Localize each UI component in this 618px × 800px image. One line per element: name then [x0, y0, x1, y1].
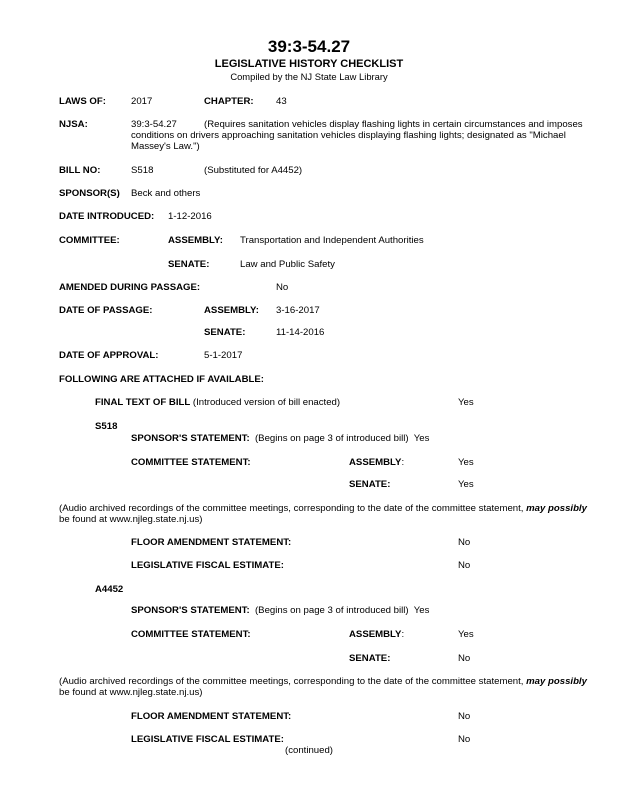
chapter-value: 43	[276, 96, 287, 107]
njsa-label: NJSA:	[59, 119, 88, 130]
date-introduced-value: 1-12-2016	[168, 211, 212, 222]
audio-note-emphasis: may possibly	[526, 503, 587, 514]
a4452-fiscal-value: No	[458, 734, 471, 745]
njsa-description-line3: Massey's Law.")	[131, 141, 200, 152]
s518-assembly-label-wrap	[349, 457, 404, 468]
date-of-passage-label: DATE OF PASSAGE:	[59, 305, 153, 316]
passage-senate-label: SENATE:	[204, 327, 246, 338]
final-text-note: (Introduced version of bill enacted)	[190, 397, 341, 408]
a4452-sponsor-label: SPONSOR'S STATEMENT:	[131, 605, 250, 616]
a4452-committee-label: COMMITTEE STATEMENT:	[131, 629, 251, 640]
date-of-approval-label: DATE OF APPROVAL:	[59, 350, 159, 361]
njsa-description-line2: conditions on drivers approaching sanitation vehicles displaying flashing lights; designated as "Michael	[131, 130, 566, 141]
a4452-floor-label: FLOOR AMENDMENT STATEMENT:	[131, 711, 292, 722]
bill-no-label: BILL NO:	[59, 165, 101, 176]
a4452-sponsor-statement	[131, 605, 429, 616]
date-introduced-label: DATE INTRODUCED:	[59, 211, 155, 222]
s518-bill-label: S518	[95, 421, 118, 432]
a4452-audio-note-line2: be found at www.njleg.state.nj.us)	[59, 687, 203, 698]
njsa-description-line1: (Requires sanitation vehicles display flashing lights in certain circumstances and imposes	[204, 119, 583, 130]
s518-senate-label: SENATE:	[349, 479, 391, 490]
s518-sponsor-note: (Begins on page 3 of introduced bill) Yes	[249, 433, 430, 444]
njsa-citation: 39:3-54.27	[131, 119, 177, 130]
amended-value: No	[276, 282, 289, 293]
committee-assembly-label: ASSEMBLY:	[168, 235, 223, 246]
a4452-assembly-label-wrap	[349, 629, 404, 640]
a4452-fiscal-label: LEGISLATIVE FISCAL ESTIMATE:	[131, 734, 284, 745]
a4452-assembly-colon: :	[401, 629, 405, 640]
amended-label: AMENDED DURING PASSAGE:	[59, 282, 201, 293]
laws-of-label: LAWS OF:	[59, 96, 106, 107]
final-text-label: FINAL TEXT OF BILL	[95, 397, 191, 408]
sponsors-label: SPONSOR(S)	[59, 188, 120, 199]
s518-sponsor-statement	[131, 433, 429, 444]
chapter-label: CHAPTER:	[204, 96, 254, 107]
checklist-title: LEGISLATIVE HISTORY CHECKLIST	[214, 58, 404, 70]
final-text-row	[95, 397, 340, 408]
s518-audio-note-line1	[59, 503, 587, 514]
bill-no-value: S518	[131, 165, 154, 176]
committee-senate-value: Law and Public Safety	[240, 259, 335, 270]
a4452-sponsor-note: (Begins on page 3 of introduced bill) Yes	[249, 605, 430, 616]
passage-assembly-label: ASSEMBLY:	[204, 305, 259, 316]
s518-senate-value: Yes	[458, 479, 474, 490]
a4452-assembly-value: Yes	[458, 629, 474, 640]
continued-note: (continued)	[285, 745, 333, 756]
attached-heading: FOLLOWING ARE ATTACHED IF AVAILABLE:	[59, 374, 264, 385]
citation-title: 39:3-54.27	[267, 37, 351, 56]
passage-assembly-value: 3-16-2017	[276, 305, 320, 316]
a4452-assembly-label: ASSEMBLY	[349, 629, 402, 640]
a4452-audio-note-line1	[59, 676, 587, 687]
s518-floor-value: No	[458, 537, 471, 548]
audio-note-text: (Audio archived recordings of the committee meetings, corresponding to the date of the committee statement,	[59, 503, 527, 514]
a4452-bill-label: A4452	[95, 584, 124, 595]
a4452-floor-value: No	[458, 711, 471, 722]
audio-note-emphasis: may possibly	[526, 676, 587, 687]
passage-senate-value: 11-14-2016	[276, 327, 325, 338]
s518-fiscal-value: No	[458, 560, 471, 571]
compiled-by: Compiled by the NJ State Law Library	[230, 71, 388, 82]
date-of-approval-value: 5-1-2017	[204, 350, 243, 361]
audio-note-text: (Audio archived recordings of the committee meetings, corresponding to the date of the committee statement,	[59, 676, 527, 687]
s518-assembly-label: ASSEMBLY	[349, 457, 402, 468]
sponsors-value: Beck and others	[131, 188, 201, 199]
a4452-senate-label: SENATE:	[349, 653, 391, 664]
s518-floor-label: FLOOR AMENDMENT STATEMENT:	[131, 537, 292, 548]
s518-assembly-value: Yes	[458, 457, 474, 468]
s518-audio-note-line2: be found at www.njleg.state.nj.us)	[59, 514, 203, 525]
s518-assembly-colon: :	[401, 457, 405, 468]
committee-senate-label: SENATE:	[168, 259, 210, 270]
a4452-senate-value: No	[458, 653, 471, 664]
s518-sponsor-label: SPONSOR'S STATEMENT:	[131, 433, 250, 444]
final-text-value: Yes	[458, 397, 474, 408]
committee-assembly-value: Transportation and Independent Authorities	[240, 235, 424, 246]
s518-fiscal-label: LEGISLATIVE FISCAL ESTIMATE:	[131, 560, 284, 571]
s518-committee-label: COMMITTEE STATEMENT:	[131, 457, 251, 468]
committee-label: COMMITTEE:	[59, 235, 120, 246]
bill-substituted-note: (Substituted for A4452)	[204, 165, 303, 176]
laws-of-value: 2017	[131, 96, 153, 107]
